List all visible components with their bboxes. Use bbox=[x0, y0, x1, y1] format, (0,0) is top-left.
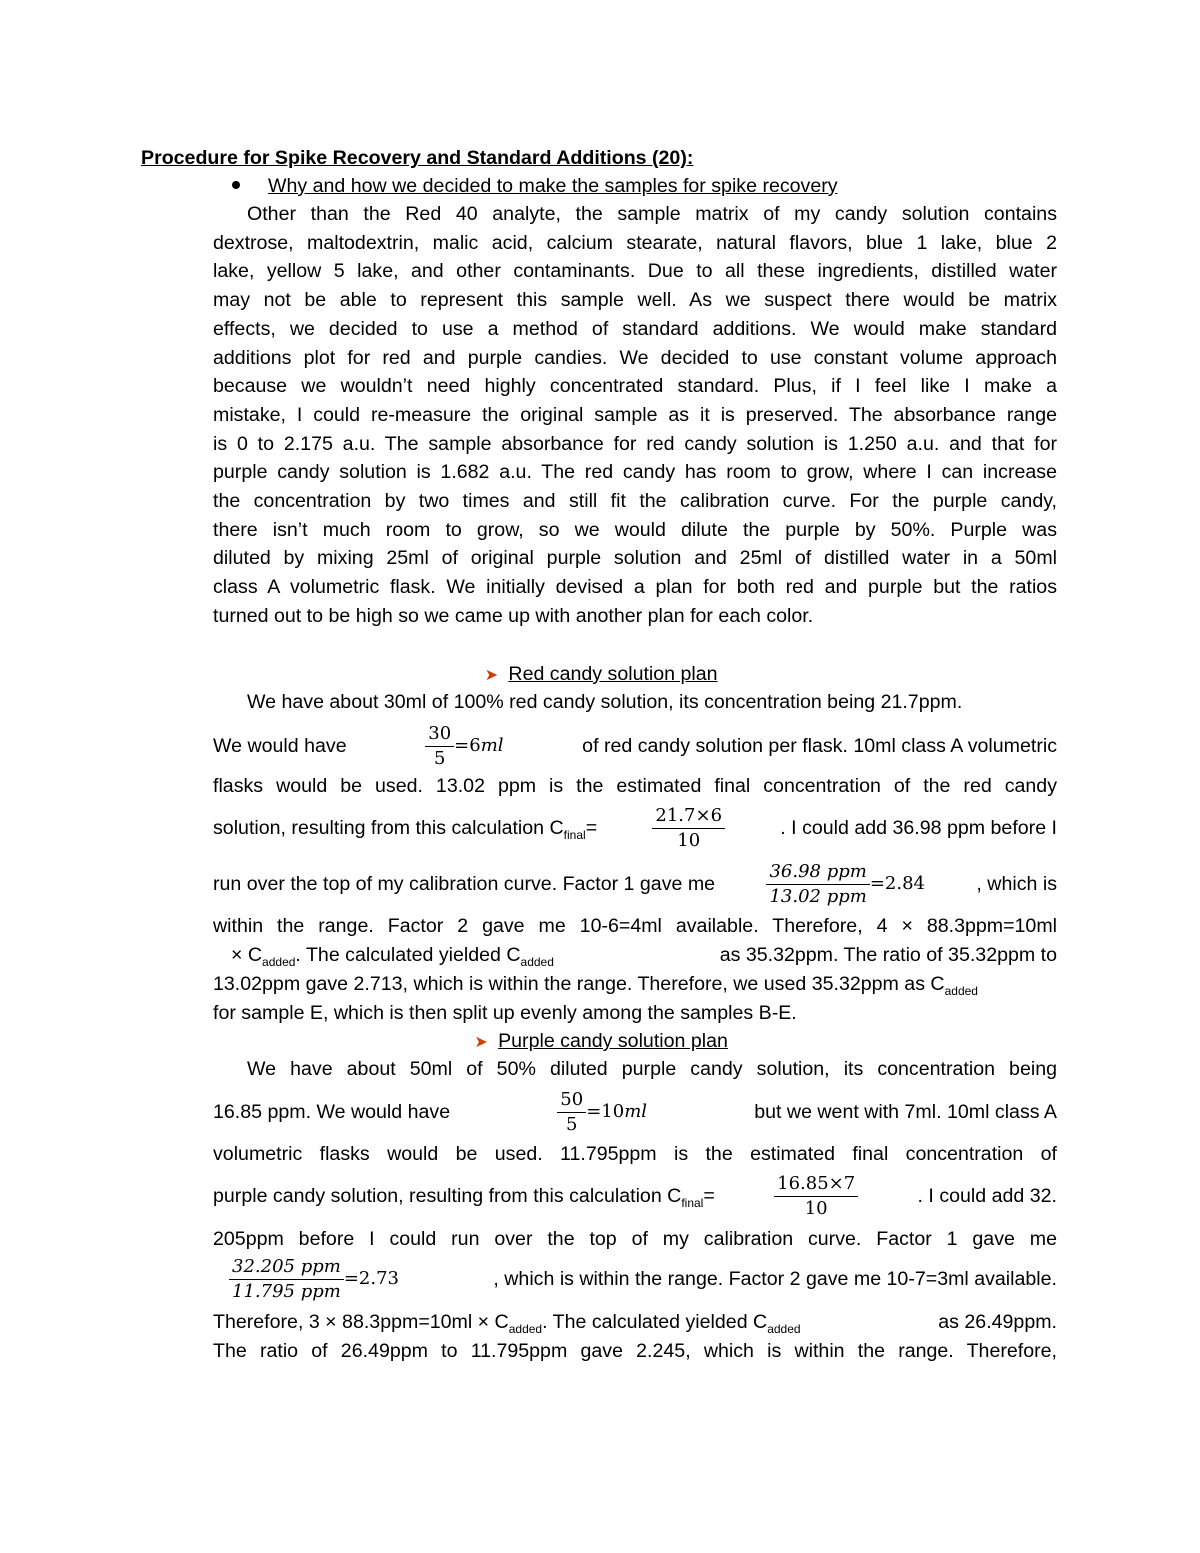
purple-line-5: 205ppm before I could run over the top of my calibration curve. Factor 1 gave me bbox=[213, 1228, 1057, 1250]
paragraph-line: purple candy solution is 1.682 a.u. The red candy has room to grow, where I can increase bbox=[213, 461, 1057, 484]
paragraph-line: turned out to be high so we came up with another plan for each color. bbox=[213, 604, 814, 627]
paragraph-line: there isn’t much room to grow, so we would dilute the purple by 50%. Purple was bbox=[213, 518, 1057, 541]
red-line-7: × $C_{added}$. The calculated yielded $C_{added}$ as 35.32ppm. The ratio of 35.32ppm to bbox=[231, 944, 1057, 969]
purple-line-1: We have about 50ml of 50% diluted purple candy solution, its concentration being bbox=[247, 1058, 1057, 1080]
red-final-conc-fraction: $\frac{21.7\times 6}{10}$ bbox=[652, 804, 725, 853]
paragraph-line: diluted by mixing 25ml of original purple solution and 25ml of distilled water in a 50ml bbox=[213, 547, 1057, 570]
purple-volume-fraction: $\frac{50}{5}$ =10 ml bbox=[557, 1088, 647, 1137]
paragraph-line: may not be able to represent this sample well. As we suspect there would be matrix bbox=[213, 289, 1057, 312]
purple-factor1-fraction: $\frac{\text{32.205 ppm}}{\text{11.795 ppm}}$ =2.73 bbox=[229, 1255, 399, 1304]
purple-line-7: Therefore, $3 \times 88.3ppm=10ml \times C_{added}$. The calculated yielded $C_{added}$ as 26.49ppm. bbox=[213, 1311, 1057, 1336]
purple-final-conc-fraction: $\frac{16.85\times 7}{10}$ bbox=[774, 1172, 858, 1221]
paragraph-line: dextrose, maltodextrin, malic acid, calcium stearate, natural flavors, blue 1 lake, blue 2 bbox=[213, 231, 1057, 254]
red-line-5: run over the top of my calibration curve. Factor 1 gave me $\frac{\text{36.98 ppm}}{\text{13.02 ppm}}$ =2.84 , which is bbox=[213, 860, 1057, 907]
arrow-bullet-icon: ➤ bbox=[474, 1034, 488, 1051]
red-factor1-fraction: $\frac{\text{36.98 ppm}}{\text{13.02 ppm}}$ =2.84 bbox=[766, 860, 925, 909]
bullet-icon bbox=[232, 181, 240, 189]
paragraph-line: class A volumetric flask. We initially devised a plan for both red and purple but the ratios bbox=[213, 576, 1057, 599]
paragraph-line: because we wouldn’t need highly concentrated standard. Plus, if I feel like I make a bbox=[213, 375, 1057, 398]
red-line-8: 13.02ppm gave 2.713, which is within the range. Therefore, we used 35.32ppm as $C_{added}$ bbox=[213, 973, 978, 998]
paragraph-line: additions plot for red and purple candies. We decided to use constant volume approach bbox=[213, 346, 1057, 369]
paragraph-intro bbox=[213, 200, 1057, 631]
paragraph-line: effects, we decided to use a method of standard additions. We would make standard bbox=[213, 317, 1057, 340]
purple-plan-title: Purple candy solution plan bbox=[498, 1030, 728, 1052]
paragraph-line: mistake, I could re-measure the original sample as it is preserved. The absorbance range bbox=[213, 403, 1057, 426]
red-line-9: for sample E, which is then split up evenly among the samples B-E. bbox=[213, 1002, 797, 1024]
purple-plan-heading bbox=[0, 1027, 1200, 1058]
purple-line-3: volumetric flasks would be used. 11.795ppm is the estimated final concentration of bbox=[213, 1143, 1057, 1165]
paragraph-line: the concentration by two times and still fit the calibration curve. For the purple candy, bbox=[213, 490, 1057, 513]
purple-line-6: $\frac{\text{32.205 ppm}}{\text{11.795 ppm}}$ =2.73 , which is within the range. Factor 2 gave me 10-7=3ml available. bbox=[213, 1254, 1057, 1304]
purple-line-4: purple candy solution, resulting from this calculation $C_{final}=$ $\frac{16.85\times 7}{10}$ . I could add 32. bbox=[213, 1172, 1057, 1219]
red-line-6: within the range. Factor 2 gave me 10-6=4ml available. Therefore, 4 × 88.3ppm=10ml bbox=[213, 915, 1057, 937]
paragraph-line: lake, yellow 5 lake, and other contaminants. Due to all these ingredients, distilled water bbox=[213, 260, 1057, 283]
red-line-3: flasks would be used. 13.02 ppm is the estimated final concentration of the red candy bbox=[213, 775, 1057, 797]
paragraph-line: Other than the Red 40 analyte, the sample matrix of my candy solution contains bbox=[247, 203, 1057, 225]
red-plan-title: Red candy solution plan bbox=[508, 663, 718, 685]
bullet-text: Why and how we decided to make the samples for spike recovery bbox=[268, 175, 838, 197]
purple-line-2: 16.85 ppm. We would have $\frac{50}{5}$ =10 ml but we went with 7ml. 10ml class A bbox=[213, 1088, 1057, 1135]
bullet-item bbox=[232, 172, 838, 201]
section-heading: Procedure for Spike Recovery and Standard Additions (20): bbox=[141, 147, 694, 169]
purple-line-8: The ratio of 26.49ppm to 11.795ppm gave 2.245, which is within the range. Therefore, bbox=[213, 1340, 1057, 1362]
red-line-4: solution, resulting from this calculation $C_{final}=$ $\frac{21.7\times 6}{10}$ . I could add 36.98 ppm before I bbox=[213, 804, 1057, 851]
red-plan-heading bbox=[0, 660, 1200, 691]
red-volume-fraction: $\frac{30}{5}$ =6 ml bbox=[425, 722, 503, 771]
paragraph-line: is 0 to 2.175 a.u. The sample absorbance for red candy solution is 1.250 a.u. and that for bbox=[213, 432, 1057, 455]
red-line-1: We have about 30ml of 100% red candy solution, its concentration being 21.7ppm. bbox=[247, 691, 963, 713]
arrow-bullet-icon: ➤ bbox=[484, 667, 499, 684]
red-line-2: We would have $\frac{30}{5}$ =6 ml of red candy solution per flask. 10ml class A volumetric bbox=[213, 722, 1057, 769]
